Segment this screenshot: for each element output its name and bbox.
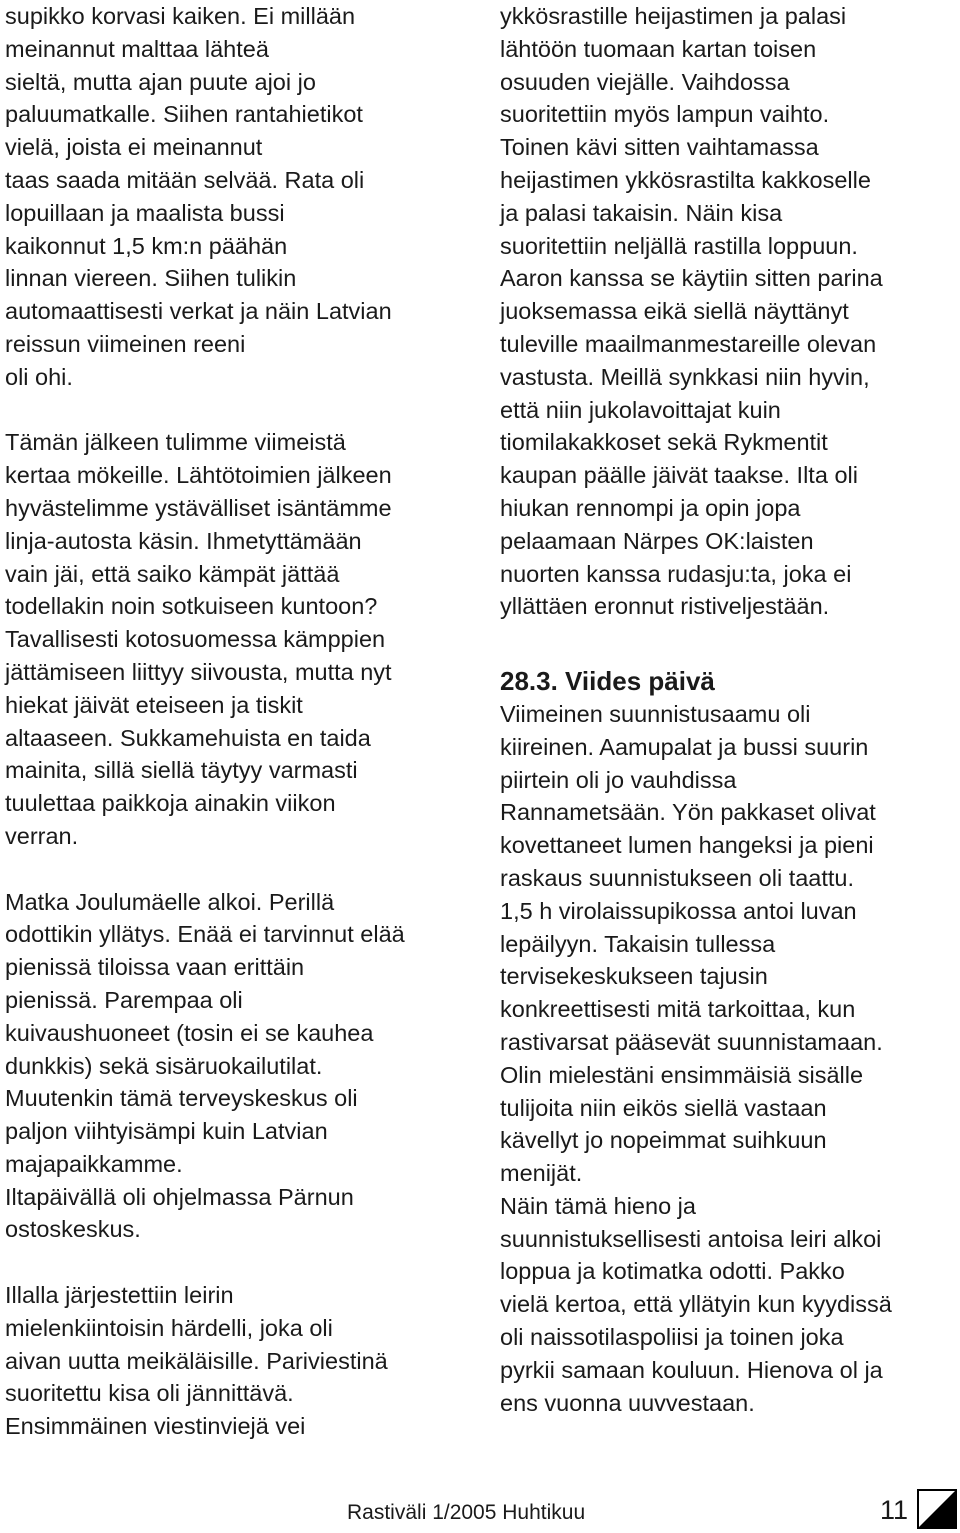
text-line: oli ohi. [5,363,73,390]
section-heading: 28.3. Viides päivä [500,665,715,696]
text-line: jättämiseen liittyy siivousta, mutta nyt [5,658,392,685]
text-line: pelaamaan Närpes OK:laisten [500,527,814,554]
text-line: mielenkiintoisin härdelli, joka oli [5,1314,333,1341]
text-line: ja palasi takaisin. Näin kisa [500,199,783,226]
text-line: vielä kertoa, että yllätyin kun kyydissä [500,1291,892,1318]
text-line: pienissä tiloissa vaan erittäin [5,954,305,981]
paragraph-spacer [5,1246,475,1279]
text-line: vain jäi, että saiko kämpät jättää [5,560,340,587]
text-line: lähtöön tuomaan kartan toisen [500,35,817,62]
footer-publication: Rastiväli 1/2005 Huhtikuu [347,1501,586,1524]
text-line: aivan uutta meikäläisille. Pariviestinä [5,1347,388,1374]
text-line: loppua ja kotimatka odotti. Pakko [500,1258,845,1285]
text-line: meinannut malttaa lähteä [5,35,269,62]
text-line: hiukan rennompi ja opin jopa [500,494,801,521]
text-line: Viimeinen suunnistusaamu oli [500,700,811,727]
text-line: linja-autosta käsin. Ihmetyttämään [5,527,362,554]
text-line: konkreettisesti mitä tarkoittaa, kun [500,996,856,1023]
text-line: suoritettiin neljällä rastilla loppuun. [500,232,858,259]
text-line: hiekat jäivät eteiseen ja tiskit [5,691,303,718]
text-line: että niin jukolavoittajat kuin [500,396,781,423]
text-line: mainita, sillä siellä täytyy varmasti [5,757,358,784]
text-line: raskaus suunnistukseen oli taattu. [500,864,855,891]
text-line: kaupan päälle jäivät taakse. Ilta oli [500,462,858,489]
text-line: kävellyt jo nopeimmat suihkuun [500,1127,827,1154]
text-line: Ensimmäinen viestinviejä vei [5,1413,306,1440]
paragraph-spacer [5,853,475,886]
text-line: suoritettiin myös lampun vaihto. [500,101,830,128]
corner-triangle-logo-icon [917,1489,957,1529]
right-column-top-text [500,0,958,623]
text-line: paljon viihtyisämpi kuin Latvian [5,1118,328,1145]
paragraph-spacer [5,394,475,427]
text-line: linnan viereen. Siihen tulikin [5,265,297,292]
text-line: ykkösrastille heijastimen ja palasi [500,3,847,29]
text-line: taas saada mitään selvää. Rata oli [5,166,365,193]
text-line: pienissä. Parempaa oli [5,986,243,1013]
text-line: lepäilyyn. Takaisin tullessa [500,930,776,957]
text-line: tuleville maailmanmestareille olevan [500,330,877,357]
text-line: hyvästelimme ystävälliset isäntämme [5,494,392,521]
text-line: suoritettu kisa oli jännittävä. [5,1380,294,1407]
text-line: vielä, joista ei meinannut [5,134,263,161]
text-line: Muutenkin tämä terveyskeskus oli [5,1085,358,1112]
text-line: Toinen kävi sitten vaihtamassa [500,134,819,161]
text-line: paluumatkalle. Siihen rantahietikot [5,101,363,128]
text-line: nuorten kanssa rudasju:ta, joka ei [500,560,852,587]
text-line: ens vuonna uuvvestaan. [500,1389,755,1416]
text-line: verran. [5,822,79,849]
text-line: dunkkis) sekä sisäruokailutilat. [5,1052,323,1079]
text-line: tulijoita niin eikös siellä vastaan [500,1094,827,1121]
text-line: kuivaushuoneet (tosin ei se kauhea [5,1019,374,1046]
text-line: juoksemassa eikä siellä näyttänyt [500,298,849,325]
text-line: kiireinen. Aamupalat ja bussi suurin [500,733,869,760]
text-line: Näin tämä hieno ja [500,1192,696,1219]
text-line: reissun viimeinen reeni [5,330,246,357]
right-column-bottom-text [500,698,958,1420]
text-line: Rannametsään. Yön pakkaset olivat [500,799,876,826]
text-line: kertaa mökeille. Lähtötoimien jälkeen [5,462,392,489]
text-line: 1,5 h virolaissupikossa antoi luvan [500,897,857,924]
paragraph-spacer [500,623,958,656]
text-line: Matka Joulumäelle alkoi. Perillä [5,888,335,915]
text-line: ostoskeskus. [5,1216,141,1243]
text-line: Aaron kanssa se käytiin sitten parina [500,265,883,292]
text-line: tuulettaa paikkoja ainakin viikon [5,790,336,817]
text-line: vastusta. Meillä synkkasi niin hyvin, [500,363,870,390]
text-line: kaikonnut 1,5 km:n päähän [5,232,288,259]
text-line: Tämän jälkeen tulimme viimeistä [5,429,346,456]
text-line: Illalla järjestettiin leirin [5,1282,234,1309]
text-line: kovettaneet lumen hangeksi ja pieni [500,832,874,859]
text-line: suunnistuksellisesti antoisa leiri alkoi [500,1225,882,1252]
page-number: 11 [880,1495,909,1525]
text-line: supikko korvasi kaiken. Ei millään [5,3,356,29]
text-line: todellakin noin sotkuiseen kuntoon? [5,593,378,620]
text-line: sieltä, mutta ajan puute ajoi jo [5,68,316,95]
text-line: automaattisesti verkat ja näin Latvian [5,298,392,325]
text-line: tiomilakakkoset sekä Rykmentit [500,429,828,456]
text-line: heijastimen ykkösrastilta kakkoselle [500,166,871,193]
text-line: tervisekeskukseen tajusin [500,963,768,990]
text-line: altaaseen. Sukkamehuista en taida [5,724,371,751]
text-line: osuuden viejälle. Vaihdossa [500,68,790,95]
text-line: Iltapäivällä oli ohjelmassa Pärnun [5,1183,354,1210]
text-line: Olin mielestäni ensimmäisiä sisälle [500,1061,864,1088]
text-line: piirtein oli jo vauhdissa [500,766,737,793]
text-line: lopuillaan ja maalista bussi [5,199,285,226]
text-line: oli naissotilaspoliisi ja toinen joka [500,1324,844,1351]
text-line: rastivarsat pääsevät suunnistamaan. [500,1028,883,1055]
text-line: majapaikkamme. [5,1150,183,1177]
article-left-column [5,0,475,1443]
text-line: odottikin yllätys. Enää ei tarvinnut elää [5,921,405,948]
text-line: Tavallisesti kotosuomessa kämppien [5,626,386,653]
text-line: yllättäen eronnut ristiveljestään. [500,593,830,620]
text-line: menijät. [500,1160,583,1187]
text-line: pyrkii samaan kouluun. Hienova ol ja [500,1356,883,1383]
article-right-column [500,0,958,1419]
